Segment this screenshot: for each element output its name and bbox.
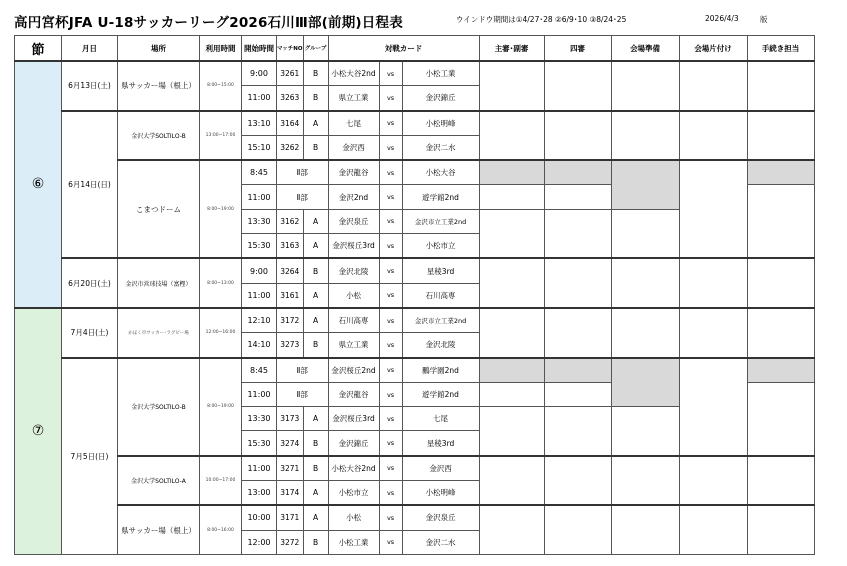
fourth-cell — [544, 382, 611, 406]
start-time: 10:00 — [242, 505, 277, 530]
home-team: 金沢桜丘2nd — [328, 358, 379, 383]
procedure-cell — [747, 185, 814, 258]
referee-cell — [479, 456, 544, 506]
start-time: 8:45 — [242, 160, 277, 185]
cleanup-cell — [679, 358, 747, 456]
match-no: Ⅱ部 — [277, 382, 329, 406]
group-cell: A — [303, 283, 328, 308]
header-row — [15, 36, 815, 62]
home-team: 金沢桜丘3rd — [328, 407, 379, 431]
prep-cell — [611, 358, 679, 407]
home-team: 金沢龍谷 — [328, 382, 379, 406]
match-no: Ⅱ部 — [277, 358, 329, 383]
start-time: 9:00 — [242, 258, 277, 283]
referee-cell — [479, 407, 544, 456]
away-team: 小松工業 — [402, 61, 479, 86]
vs-label: vs — [379, 456, 402, 481]
home-team: 小松市立 — [328, 481, 379, 506]
home-team: 金沢龍谷 — [328, 160, 379, 185]
procedure-cell — [747, 258, 814, 308]
table-row — [15, 456, 815, 481]
home-team: 金沢西 — [328, 135, 379, 160]
col-group: グループ — [303, 36, 328, 62]
usage-cell: 8:00~16:00 — [200, 505, 242, 554]
away-team: 小松明峰 — [402, 481, 479, 506]
vs-label: vs — [379, 160, 402, 185]
fourth-cell — [544, 456, 611, 506]
group-cell: B — [303, 456, 328, 481]
away-team: 星稜3rd — [402, 258, 479, 283]
vs-label: vs — [379, 135, 402, 160]
fourth-cell — [544, 358, 611, 383]
referee-cell — [479, 382, 544, 406]
table-row — [15, 358, 815, 383]
date-cell: 6月13日(土) — [62, 61, 118, 111]
table-row — [15, 308, 815, 333]
prep-cell — [611, 456, 679, 506]
away-team: 金沢西 — [402, 456, 479, 481]
cleanup-cell — [679, 160, 747, 258]
prep-cell — [611, 111, 679, 161]
fourth-cell — [544, 61, 611, 111]
home-team: 金沢錦丘 — [328, 431, 379, 456]
away-team: 遊学館2nd — [402, 185, 479, 209]
section-label: ⑥ — [15, 61, 62, 308]
fourth-cell — [544, 407, 611, 456]
match-no: 3174 — [277, 481, 304, 506]
home-team: 金沢北陵 — [328, 258, 379, 283]
home-team: 小松 — [328, 283, 379, 308]
match-no: 3263 — [277, 86, 304, 111]
away-team: 金沢市立工業2nd — [402, 209, 479, 233]
home-team: 金沢泉丘 — [328, 209, 379, 233]
referee-cell — [479, 111, 544, 161]
document-date: 2026/4/3 — [705, 14, 739, 23]
match-no: 3162 — [277, 209, 304, 233]
col-match-no: マッチNO — [277, 36, 304, 62]
start-time: 12:10 — [242, 308, 277, 333]
col-referee: 主審･副審 — [479, 36, 544, 62]
usage-cell: 12:00~16:00 — [200, 308, 242, 358]
venue-cell: 金沢大学SOLTILO-A — [118, 456, 200, 506]
table-row — [15, 258, 815, 283]
fourth-cell — [544, 160, 611, 185]
match-no: 3262 — [277, 135, 304, 160]
away-team: 金沢泉丘 — [402, 505, 479, 530]
table-row — [15, 160, 815, 185]
away-team: 七尾 — [402, 407, 479, 431]
group-cell: A — [303, 209, 328, 233]
match-no: 3272 — [277, 530, 304, 554]
date-cell: 6月14日(日) — [62, 111, 118, 259]
venue-cell: かほく市サッカー･ラグビー場 — [118, 308, 200, 358]
usage-cell: 8:00~19:00 — [200, 160, 242, 258]
away-team: 金沢市立工業2nd — [402, 308, 479, 333]
col-procedure: 手続き担当 — [747, 36, 814, 62]
date-cell: 7月5日(日) — [62, 358, 118, 555]
away-team: 星稜3rd — [402, 431, 479, 456]
referee-cell — [479, 308, 544, 358]
match-no: 3261 — [277, 61, 304, 86]
date-cell: 6月20日(土) — [62, 258, 118, 308]
prep-cell — [611, 258, 679, 308]
vs-label: vs — [379, 111, 402, 136]
venue-cell: 金沢市営球技場（富樫） — [118, 258, 200, 308]
vs-label: vs — [379, 407, 402, 431]
cleanup-cell — [679, 505, 747, 554]
vs-label: vs — [379, 431, 402, 456]
fourth-cell — [544, 185, 611, 209]
start-time: 11:00 — [242, 283, 277, 308]
away-team: 金沢北陵 — [402, 333, 479, 358]
home-team: 小松大谷2nd — [328, 61, 379, 86]
referee-cell — [479, 61, 544, 111]
home-team: 石川高専 — [328, 308, 379, 333]
procedure-cell — [747, 160, 814, 185]
group-cell: A — [303, 308, 328, 333]
vs-label: vs — [379, 283, 402, 308]
vs-label: vs — [379, 209, 402, 233]
cleanup-cell — [679, 61, 747, 111]
referee-cell — [479, 209, 544, 258]
table-row — [15, 505, 815, 530]
home-team: 小松工業 — [328, 530, 379, 554]
home-team: 県立工業 — [328, 333, 379, 358]
col-setsu: 節 — [15, 36, 62, 62]
group-cell: A — [303, 481, 328, 506]
match-no: 3163 — [277, 234, 304, 259]
procedure-cell — [747, 456, 814, 506]
group-cell: B — [303, 61, 328, 86]
fourth-cell — [544, 308, 611, 358]
cleanup-cell — [679, 111, 747, 161]
venue-cell: 県サッカー場（根上） — [118, 505, 200, 554]
page-title: 高円宮杯JFA U-18サッカーリーグ2026石川Ⅲ部(前期)日程表 — [14, 15, 403, 31]
date-cell: 7月4日(土) — [62, 308, 118, 358]
home-team: 金沢2nd — [328, 185, 379, 209]
referee-cell — [479, 258, 544, 308]
venue-cell: こまつドーム — [118, 160, 200, 258]
group-cell: B — [303, 86, 328, 111]
away-team: 小松市立 — [402, 234, 479, 259]
usage-cell: 8:00~15:00 — [200, 61, 242, 111]
start-time: 11:00 — [242, 86, 277, 111]
prep-cell — [611, 61, 679, 111]
col-card: 対戦カード — [328, 36, 479, 62]
prep-cell — [611, 505, 679, 554]
procedure-cell — [747, 308, 814, 358]
group-cell: B — [303, 135, 328, 160]
start-time: 13:30 — [242, 407, 277, 431]
start-time: 12:00 — [242, 530, 277, 554]
vs-label: vs — [379, 530, 402, 554]
section-label: ⑦ — [15, 308, 62, 554]
schedule-table — [14, 35, 815, 555]
start-time: 15:30 — [242, 431, 277, 456]
group-cell: A — [303, 407, 328, 431]
vs-label: vs — [379, 481, 402, 506]
match-no: 3274 — [277, 431, 304, 456]
procedure-cell — [747, 505, 814, 554]
col-usage: 利用時間 — [200, 36, 242, 62]
away-team: 金沢二水 — [402, 135, 479, 160]
group-cell: B — [303, 258, 328, 283]
usage-cell: 10:00~17:00 — [200, 456, 242, 506]
vs-label: vs — [379, 358, 402, 383]
start-time: 13:00 — [242, 481, 277, 506]
cleanup-cell — [679, 308, 747, 358]
group-cell: B — [303, 431, 328, 456]
procedure-cell — [747, 358, 814, 383]
venue-cell: 県サッカー場（根上） — [118, 61, 200, 111]
match-no: Ⅱ部 — [277, 185, 329, 209]
referee-cell — [479, 160, 544, 185]
start-time: 11:00 — [242, 185, 277, 209]
vs-label: vs — [379, 185, 402, 209]
home-team: 小松 — [328, 505, 379, 530]
fourth-cell — [544, 209, 611, 258]
away-team: 遊学館2nd — [402, 382, 479, 406]
vs-label: vs — [379, 86, 402, 111]
prep-cell — [611, 160, 679, 209]
procedure-cell — [747, 61, 814, 111]
match-no: 3273 — [277, 333, 304, 358]
start-time: 13:10 — [242, 111, 277, 136]
home-team: 小松大谷2nd — [328, 456, 379, 481]
cleanup-cell — [679, 258, 747, 308]
referee-cell — [479, 505, 544, 554]
vs-label: vs — [379, 333, 402, 358]
referee-cell — [479, 185, 544, 209]
group-cell: B — [303, 530, 328, 554]
vs-label: vs — [379, 61, 402, 86]
group-cell: B — [303, 333, 328, 358]
match-no: 3271 — [277, 456, 304, 481]
match-no: 3172 — [277, 308, 304, 333]
match-no: 3264 — [277, 258, 304, 283]
fourth-cell — [544, 111, 611, 161]
prep-cell — [611, 308, 679, 358]
match-no: 3171 — [277, 505, 304, 530]
group-cell: A — [303, 234, 328, 259]
window-period: ウインドウ期間は①4/27･28 ②6/9･10 ③8/24･25 — [456, 15, 627, 24]
col-cleanup: 会場片付け — [679, 36, 747, 62]
away-team: 石川高専 — [402, 283, 479, 308]
match-no: Ⅱ部 — [277, 160, 329, 185]
prep-cell — [611, 209, 679, 258]
away-team: 小松明峰 — [402, 111, 479, 136]
venue-cell: 金沢大学SOLTILO-B — [118, 358, 200, 456]
col-prep: 会場準備 — [611, 36, 679, 62]
vs-label: vs — [379, 234, 402, 259]
col-date: 月日 — [62, 36, 118, 62]
start-time: 13:30 — [242, 209, 277, 233]
vs-label: vs — [379, 505, 402, 530]
vs-label: vs — [379, 258, 402, 283]
home-team: 県立工業 — [328, 86, 379, 111]
away-team: 鵬学園2nd — [402, 358, 479, 383]
vs-label: vs — [379, 308, 402, 333]
referee-cell — [479, 358, 544, 383]
col-venue: 場所 — [118, 36, 200, 62]
table-row — [15, 61, 815, 86]
table-row — [15, 111, 815, 136]
venue-cell: 金沢大学SOLTILO-B — [118, 111, 200, 161]
fourth-cell — [544, 258, 611, 308]
group-cell: A — [303, 111, 328, 136]
start-time: 15:30 — [242, 234, 277, 259]
start-time: 8:45 — [242, 358, 277, 383]
version-label: 版 — [760, 15, 768, 24]
home-team: 七尾 — [328, 111, 379, 136]
match-no: 3161 — [277, 283, 304, 308]
match-no: 3164 — [277, 111, 304, 136]
usage-cell: 8:00~13:00 — [200, 258, 242, 308]
procedure-cell — [747, 111, 814, 161]
procedure-cell — [747, 382, 814, 455]
col-start: 開始時間 — [242, 36, 277, 62]
away-team: 小松大谷 — [402, 160, 479, 185]
start-time: 11:00 — [242, 382, 277, 406]
group-cell: A — [303, 505, 328, 530]
away-team: 金沢二水 — [402, 530, 479, 554]
home-team: 金沢桜丘3rd — [328, 234, 379, 259]
match-no: 3173 — [277, 407, 304, 431]
start-time: 11:00 — [242, 456, 277, 481]
vs-label: vs — [379, 382, 402, 406]
start-time: 15:10 — [242, 135, 277, 160]
fourth-cell — [544, 505, 611, 554]
col-fourth: 四審 — [544, 36, 611, 62]
usage-cell: 13:00~17:00 — [200, 111, 242, 161]
away-team: 金沢錦丘 — [402, 86, 479, 111]
prep-cell — [611, 407, 679, 456]
start-time: 14:10 — [242, 333, 277, 358]
start-time: 9:00 — [242, 61, 277, 86]
usage-cell: 8:00~19:00 — [200, 358, 242, 456]
cleanup-cell — [679, 456, 747, 506]
